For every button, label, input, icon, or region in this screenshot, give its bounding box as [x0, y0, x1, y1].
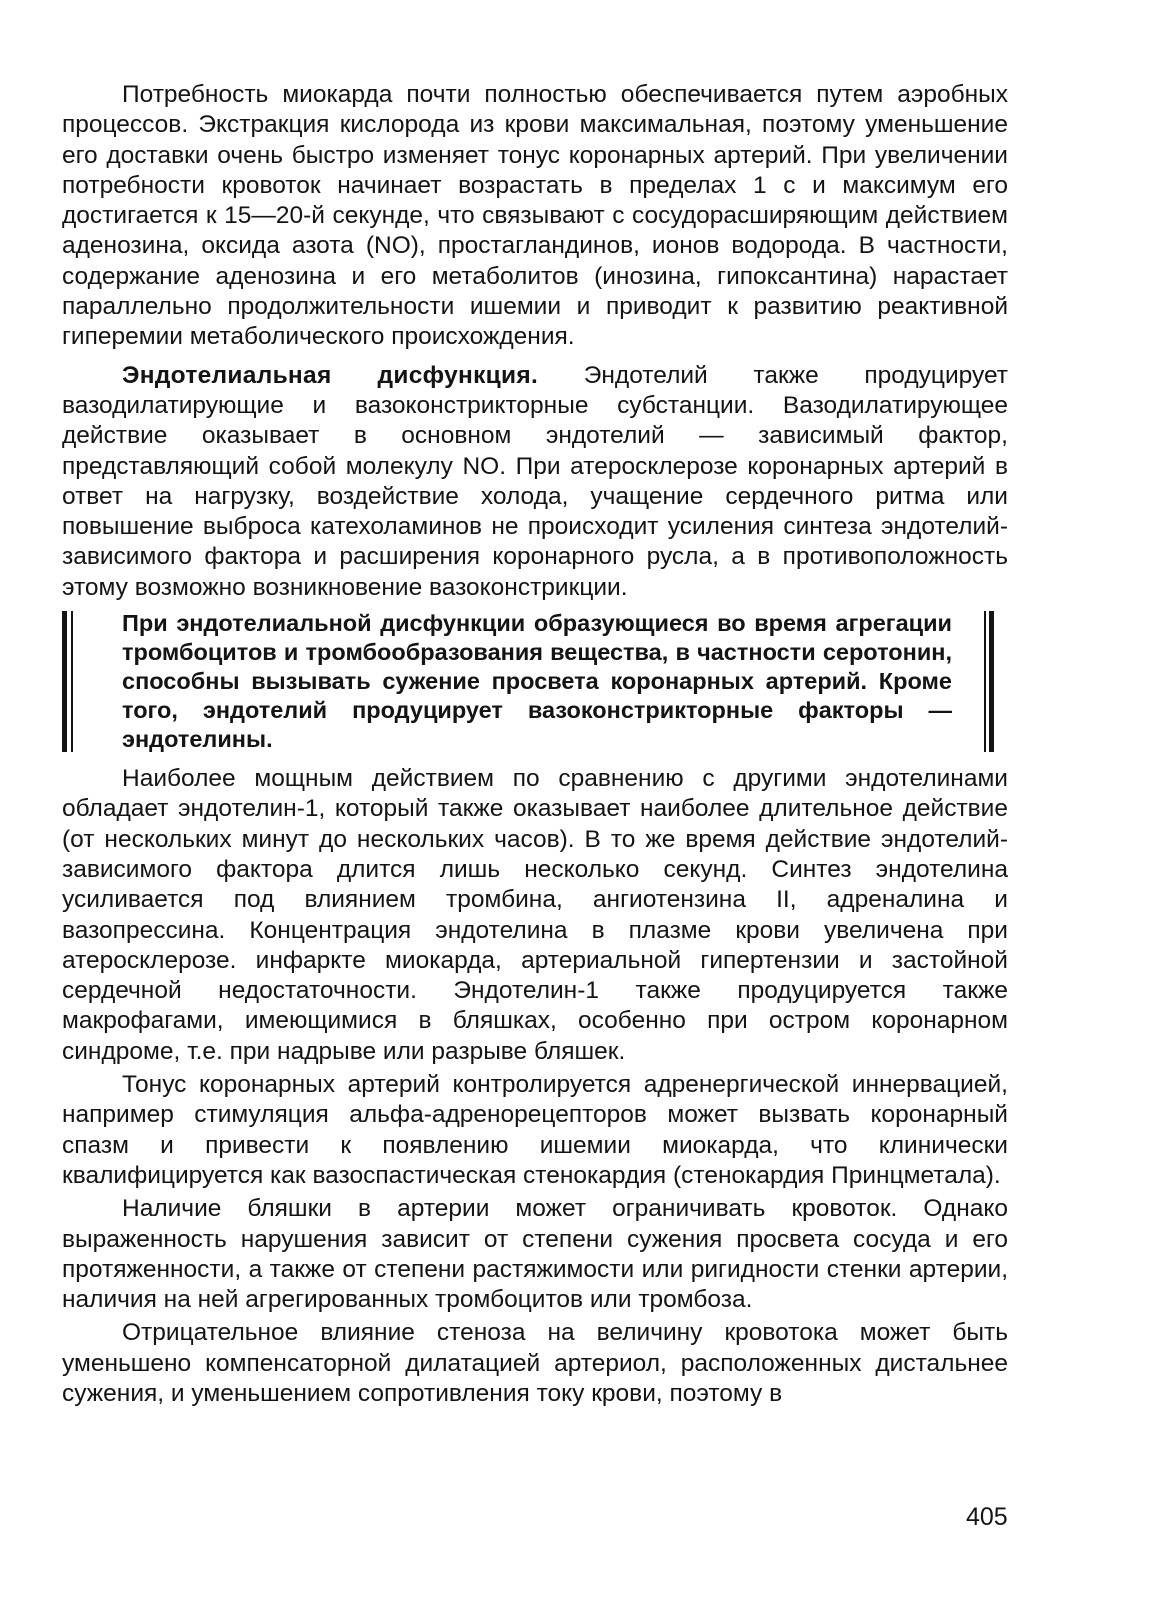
- left-margin-bar: [62, 611, 67, 752]
- highlight-text: При эндотелиальной дисфункции образующиеся во время агрегации тромбоцитов и тромбообразования вещества, в частности серотонин, способны вызывать сужение просвета коронарных артерий. Кроме того, эндотелий продуцирует вазоконстрикторные факторы — эндотелины.: [122, 610, 952, 753]
- right-margin-thin-bar: [984, 611, 986, 752]
- page-body: [62, 80, 1008, 1412]
- paragraph-myocardial-demand: Потребность миокарда почти полностью обеспечивается путем аэробных процессов. Экстракция кислорода из крови максимальная, поэтому уменьшение его доставки очень быстро изменяет тонус коронарных артерий. При увеличении потребности кровоток начинает возрастать в пределах 1 с и максимум его достигается к 15—20-й секунде, что связывают с сосудорасширяющим действием аденозина, оксида азота (NO), простагландинов, ионов водорода. В частности, содержание аденозина и его метаболитов (инозина, гипоксантина) нарастает параллельно продолжительности ишемии и приводит к развитию реактивной гиперемии метаболического происхождения.: [62, 81, 1008, 351]
- section-heading: Эндотелиальная дисфункция.: [122, 361, 539, 389]
- paragraph-endothelial-dysfunction: [62, 361, 1008, 603]
- highlight-box: [62, 609, 1008, 754]
- page-number: 405: [966, 1503, 1008, 1531]
- paragraph-adrenergic-tone: Тонус коронарных артерий контролируется адренергической иннервацией, например стимуляция альфа-адренорецепторов может вызвать коронарный спазм и привести к появлению ишемии миокарда, что клинически квалифицируется как вазоспастическая стенокардия (стенокардия Принцметала).: [62, 1071, 1008, 1189]
- left-margin-thin-bar: [71, 611, 73, 752]
- right-margin-bar: [989, 611, 994, 752]
- paragraph-endothelin: Наиболее мощным действием по сравнению с другими эндотелинами обладает эндотелин-1, который также оказывает наиболее длительное действие (от нескольких минут до нескольких часов). В то же время действие эндотелий-зависимого фактора длится лишь несколько секунд. Синтез эндотелина усиливается под влиянием тромбина, ангиотензина II, адреналина и вазопрессина. Концентрация эндотелина в плазме крови увеличена при атеросклерозе. инфаркте миокарда, артериальной гипертензии и застойной сердечной недостаточности. Эндотелин-1 также продуцируется также макрофагами, имеющимися в бляшках, особенно при остром коронарном синдроме, т.е. при надрыве или разрыве бляшек.: [62, 765, 1008, 1065]
- paragraph-stenosis: Отрицательное влияние стеноза на величину кровотока может быть уменьшено компенсаторной дилатацией артериол, расположенных дистальнее сужения, и уменьшением сопротивления току крови, поэтому в: [62, 1319, 1008, 1407]
- paragraph-plaque: Наличие бляшки в артерии может ограничивать кровоток. Однако выраженность нарушения зависит от степени сужения просвета сосуда и его протяженности, а также от степени растяжимости или ригидности стенки артерии, наличия на ней агрегированных тромбоцитов или тромбоза.: [62, 1195, 1008, 1314]
- paragraph-text: Эндотелий также продуцирует вазодилатирующие и вазоконстрикторные субстанции. Вазодилатирующее действие оказывает в основном эндотелий — зависимый фактор, представляющий собой молекулу NO. При атеросклерозе коронарных артерий в ответ на нагрузку, воздействие холода, учащение сердечного ритма или повышение выброса катехоламинов не происходит усиления синтеза эндотелий-зависимого фактора и расширения коронарного русла, а в противоположность этому возможно возникновение вазоконстрикции.: [62, 361, 1008, 601]
